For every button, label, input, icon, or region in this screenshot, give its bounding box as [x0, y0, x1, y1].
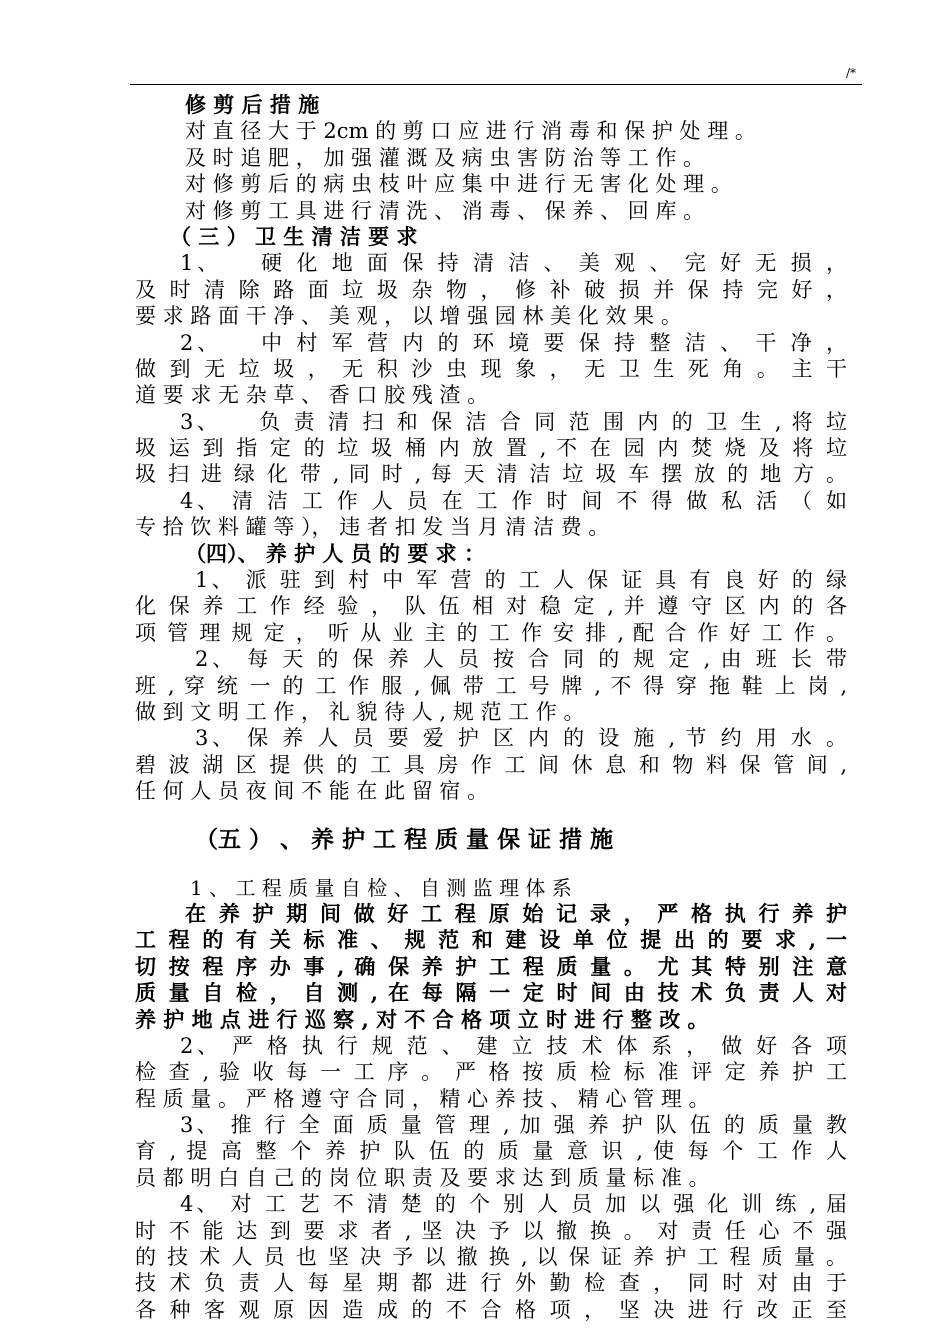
paragraph-line-bold: 质 量 自 检 ， 自 测 , 在 每 隔 一 定 时 间 由 技 术 负 责 人 对 [135, 980, 847, 1006]
paragraph-line: 2、 每 天 的 保 养 人 员 按 合 同 的 规 定 , 由 班 长 带 [195, 647, 847, 672]
paragraph-line: 程 质 量 。 严 格 遵 守 合 同 ， 精 心 养 技 、 精 心 管 理 。 [135, 1086, 710, 1111]
paragraph-line: 要 求 路 面 干 净 、 美 观 ， 以 增 强 园 林 美 化 效 果 。 [135, 304, 682, 329]
paragraph-line: 2、 严 格 执 行 规 范 、 建 立 技 术 体 系 ， 做 好 各 项 [180, 1033, 847, 1058]
paragraph-line: 项 管 理 规 定 ， 听 从 业 主 的 工 作 安 排 , 配 合 作 好 工 作 。 [135, 620, 847, 645]
paragraph-line: 专 拾 饮 料 罐 等 ）， 违 者 扣 发 当 月 清 洁 费 。 [135, 515, 610, 540]
paragraph-line: 道 要 求 无 杂 草 、 香 口 胶 残 渣 。 [135, 383, 489, 408]
paragraph-line: 做 到 无 垃 圾 ， 无 积 沙 虫 现 象 ， 无 卫 生 死 角 。 主 干 [135, 356, 847, 381]
paragraph-line: 碧 波 湖 区 提 供 的 工 具 房 作 工 间 休 息 和 物 料 保 管 间 , [135, 752, 847, 777]
spacer [135, 857, 847, 875]
paragraph-line-bold: 养 护 地 点 进 行 巡 察 , 对 不 合 格 项 立 时 进 行 整 改 。 [135, 1006, 709, 1032]
paragraph-line: 4、 清 洁 工 作 人 员 在 工 作 时 间 不 得 做 私 活 （ 如 [180, 488, 847, 513]
heading-pruning-measures: 修 剪 后 措 施 [185, 92, 320, 117]
heading-section-3: （ 三 ） 卫 生 清 洁 要 求 [170, 223, 418, 249]
heading-section-5: （五 ） 、 养 护 工 程 质 量 保 证 措 施 [195, 825, 614, 853]
paragraph-line-bold: 工 程 的 有 关 标 准 、 规 范 和 建 设 单 位 提 出 的 要 求 , 一 [135, 927, 847, 953]
paragraph-line: 各 种 客 观 原 因 造 成 的 不 合 格 项 ， 坚 决 进 行 改 正 至 [135, 1297, 847, 1322]
paragraph-line: 3、 推 行 全 面 质 量 管 理 , 加 强 养 护 队 伍 的 质 量 教 [180, 1113, 847, 1138]
paragraph-line: 做 到 文 明 工 作 ， 礼 貌 待 人 , 规 范 工 作 。 [135, 699, 585, 724]
document-body [135, 92, 847, 1323]
paragraph-line: 圾 扫 进 绿 化 带 , 同 时 , 每 天 清 洁 垃 圾 车 摆 放 的 地 方 。 [135, 462, 847, 487]
paragraph-line: 化 保 养 工 作 经 验 ， 队 伍 相 对 稳 定 , 并 遵 守 区 内 的 各 [135, 594, 847, 619]
paragraph-line: 对 直 径 大 于 2cm 的 剪 口 应 进 行 消 毒 和 保 护 处 理 。 [185, 119, 756, 144]
paragraph-line: 4、 对 工 艺 不 清 楚 的 个 别 人 员 加 以 强 化 训 练 , 届 [180, 1192, 847, 1217]
paragraph-line: 3、 保 养 人 员 要 爱 护 区 内 的 设 施 , 节 约 用 水 。 [195, 726, 847, 751]
paragraph-line: 1、 派 驻 到 村 中 军 营 的 工 人 保 证 具 有 良 好 的 绿 [195, 568, 847, 593]
spacer [135, 805, 847, 823]
heading-section-4: （四）、 养 护 人 员 的 要 求 ： [185, 540, 485, 566]
paragraph-line: 检 查 , 验 收 每 一 工 序 。 严 格 按 质 检 标 准 评 定 养 护 工 [135, 1060, 847, 1085]
paragraph-line: 班 , 穿 统 一 的 工 作 服 , 佩 带 工 号 牌 , 不 得 穿 拖 鞋 上 岗 , [135, 673, 847, 698]
paragraph-line: 3、 负 责 清 扫 和 保 洁 合 同 范 围 内 的 卫 生 , 将 垃 [180, 409, 847, 434]
paragraph-line: 圾 运 到 指 定 的 垃 圾 桶 内 放 置 , 不 在 园 内 焚 烧 及 将 垃 [135, 436, 847, 461]
paragraph-line: 技 术 负 责 人 每 星 期 都 进 行 外 勤 检 查 ， 同 时 对 由 于 [135, 1271, 847, 1296]
paragraph-line: 1、 硬 化 地 面 保 持 清 洁 、 美 观 、 完 好 无 损 ， [180, 251, 847, 276]
paragraph-line: 及 时 清 除 路 面 垃 圾 杂 物 ， 修 补 破 损 并 保 持 完 好 ， [135, 277, 847, 302]
paragraph-line: 对 修 剪 工 具 进 行 清 洗 、 消 毒 、 保 养 、 回 库 。 [185, 198, 705, 223]
paragraph-line: 对 修 剪 后 的 病 虫 枝 叶 应 集 中 进 行 无 害 化 处 理 。 [185, 172, 732, 197]
paragraph-line: 任 何 人 员 夜 间 不 能 在 此 留 宿 。 [135, 779, 489, 804]
paragraph-line: 时 不 能 达 到 要 求 者 , 坚 决 予 以 撤 换 。 对 责 任 心 不 强 [135, 1218, 847, 1243]
header-rule [130, 84, 862, 85]
paragraph-line-bold: 切 按 程 序 办 事 , 确 保 养 护 工 程 质 量 。 尤 其 特 别 注 意 [135, 953, 847, 979]
subheading-5-1: 1 、 工 程 质 量 自 检 、 自 测 监 理 体 系 [190, 875, 572, 900]
paragraph-line: 2、 中 村 军 营 内 的 环 境 要 保 持 整 洁 、 干 净 ， [180, 330, 847, 355]
paragraph-line: 员 都 明 白 自 己 的 岗 位 职 责 及 要 求 达 到 质 量 标 准 。 [135, 1165, 710, 1190]
paragraph-line: 的 技 术 人 员 也 坚 决 予 以 撤 换 , 以 保 证 养 护 工 程 质 量 。 [135, 1245, 847, 1270]
header-mark: /* [846, 66, 857, 80]
paragraph-line: 及 时 追 肥 ， 加 强 灌 溉 及 病 虫 害 防 治 等 工 作 。 [185, 145, 705, 170]
paragraph-line: 育 , 提 高 整 个 养 护 队 伍 的 质 量 意 识 , 使 每 个 工 作 人 [135, 1139, 847, 1164]
paragraph-line-bold: 在 养 护 期 间 做 好 工 程 原 始 记 录 ， 严 格 执 行 养 护 [185, 900, 847, 926]
